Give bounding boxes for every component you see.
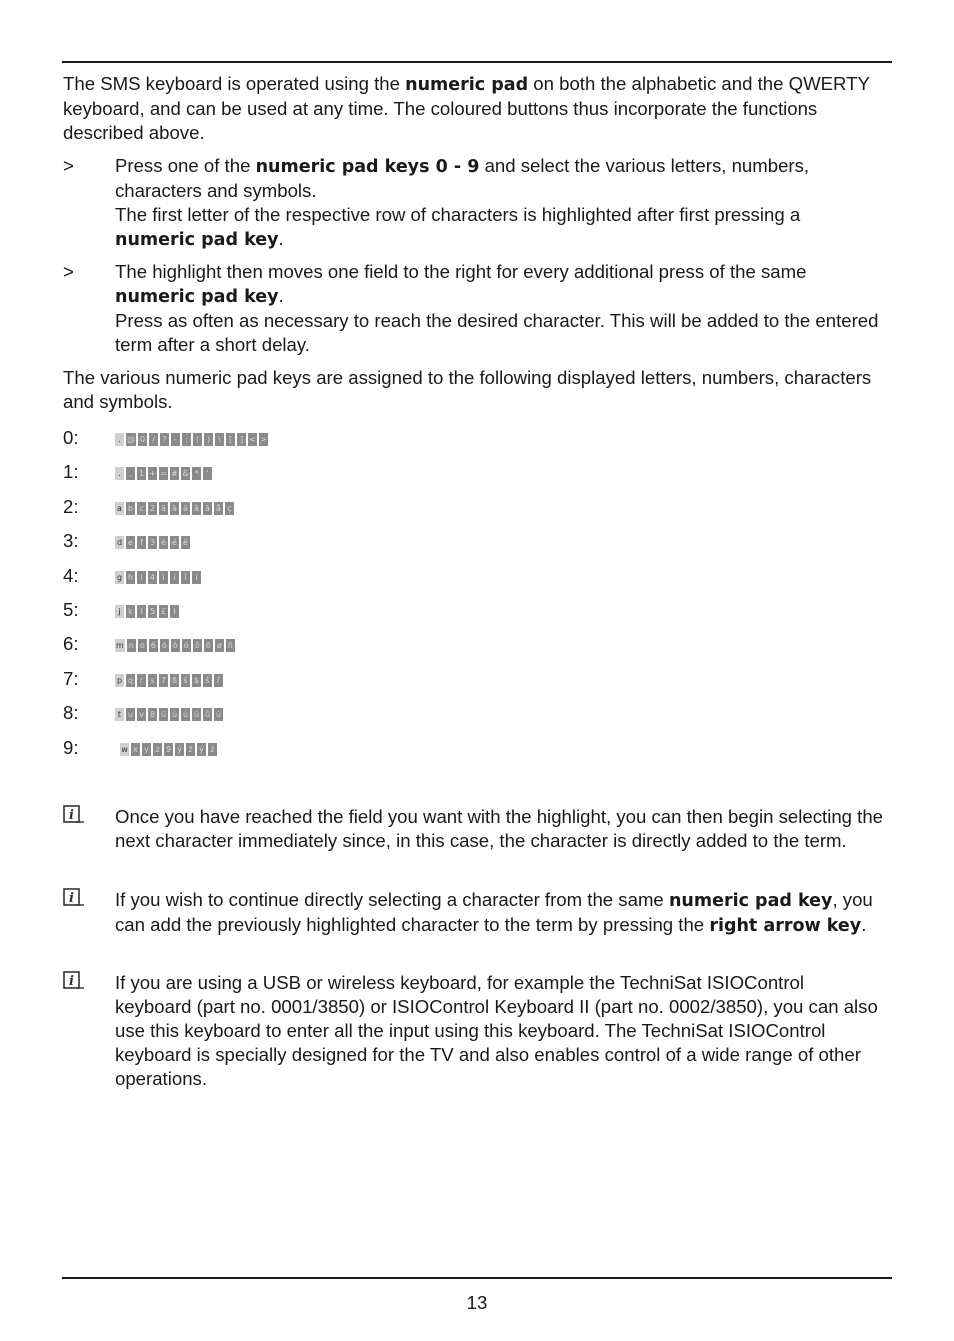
character-cell: , — [126, 467, 135, 480]
character-cell: ì — [159, 571, 168, 584]
character-cell: ê — [181, 536, 190, 549]
note-3: If you are using a USB or wireless keyboard, for example the TechniSat ISIOControl keyboard (part no. 0001/3850) or ISIOControl Keyboard II (part no. 0002/3850), you can also use this keyboard to enter all the input using this keyboard. The TechniSat ISIOControl keyboard is specially designed for the TV and also enables control of a wide range of other operations. — [115, 972, 878, 1089]
character-cell: $ — [193, 676, 200, 685]
character-strip — [115, 708, 223, 721]
character-cell: 7 — [160, 676, 167, 685]
character-cell: w — [121, 745, 128, 754]
character-cell: ü — [160, 710, 167, 719]
character-cell: g — [116, 573, 123, 582]
character-cell: [ — [226, 433, 235, 446]
character-cell: ó — [182, 639, 191, 652]
character-cell: ú — [215, 710, 222, 719]
character-cell: ž — [186, 743, 195, 756]
bottom-rule — [62, 1277, 892, 1279]
character-cell: å — [214, 502, 223, 515]
intro-text: The SMS keyboard is operated using the — [63, 73, 406, 94]
character-cell: j — [115, 605, 124, 618]
character-strip — [115, 433, 268, 446]
character-strip — [115, 605, 179, 618]
character-cell: û — [193, 710, 200, 719]
character-cell: b — [127, 504, 134, 513]
character-strip — [115, 536, 190, 549]
character-cell: 0 — [139, 435, 146, 444]
character-cell: e — [126, 536, 135, 549]
character-cell: ů — [204, 710, 211, 719]
key-label: 3: — [63, 530, 79, 551]
character-cell: ř — [214, 674, 223, 687]
key-label: 2: — [63, 496, 79, 517]
character-strip — [120, 743, 217, 756]
character-cell: x — [131, 743, 140, 756]
info-icon — [63, 971, 85, 991]
character-cell: ú — [182, 710, 189, 719]
character-cell: ý — [197, 743, 206, 756]
svg-text:i: i — [69, 891, 74, 906]
bullet-2 — [115, 260, 885, 357]
character-strip — [115, 571, 201, 584]
bullet-1 — [115, 154, 885, 252]
character-cell: s — [148, 674, 157, 687]
character-cell: k — [126, 605, 135, 618]
svg-text:i: i — [69, 808, 74, 823]
character-cell: d — [116, 538, 123, 547]
character-cell: é — [170, 536, 179, 549]
character-cell: â — [192, 502, 201, 515]
character-cell: = — [160, 469, 167, 478]
character-cell: f — [137, 536, 146, 549]
character-cell: ï — [192, 571, 201, 584]
character-cell: ô — [193, 639, 202, 652]
bullet-2-line2: Press as often as necessary to reach the desired character. This will be added to the entered term after a short delay. — [115, 310, 879, 355]
character-cell: 4 — [149, 573, 156, 582]
bullet-1-line1: Press one of the numeric pad keys 0 - 9 and select the various letters, numbers, characters and symbols. — [115, 155, 810, 201]
character-cell: m — [116, 641, 124, 650]
character-cell: ś — [181, 674, 190, 687]
character-cell: v — [137, 708, 146, 721]
key-label: 6: — [63, 633, 79, 654]
character-cell: * — [192, 467, 201, 480]
bullet-2-line1: The highlight then moves one field to the right for every additional press of the same numeric pad key. — [115, 261, 807, 307]
character-cell: @ — [127, 435, 135, 444]
character-cell: à — [170, 502, 179, 515]
character-cell: 9 — [165, 745, 172, 754]
character-cell: ] — [237, 433, 246, 446]
character-cell: ö — [160, 639, 169, 652]
character-cell: ø — [215, 639, 224, 652]
bullet-1-line2: The first letter of the respective row of characters is highlighted after first pressing a numeric pad key. — [115, 204, 801, 250]
character-cell: ) — [204, 433, 213, 446]
character-cell: 3 — [149, 538, 156, 547]
svg-text:i: i — [69, 974, 74, 989]
character-cell: l — [137, 605, 146, 618]
character-cell: ź — [208, 743, 217, 756]
character-cell: \ — [215, 433, 224, 446]
intro-bold: numeric pad — [405, 75, 529, 95]
key-label: 0: — [63, 427, 79, 448]
character-cell: u — [127, 710, 134, 719]
character-cell: i — [137, 571, 146, 584]
character-cell: ý — [175, 743, 184, 756]
character-cell: 5 — [149, 607, 156, 616]
character-cell: ã — [203, 502, 212, 515]
character-cell: o — [138, 639, 147, 652]
key-label: 1: — [63, 461, 79, 482]
character-strip — [115, 467, 212, 480]
character-cell: ç — [225, 502, 234, 515]
info-icon — [63, 888, 85, 908]
character-cell: ß — [171, 676, 178, 685]
character-cell: ' — [203, 467, 212, 480]
info-icon — [63, 805, 85, 825]
character-cell: õ — [204, 639, 213, 652]
bullet-marker: > — [63, 155, 74, 176]
character-cell: + — [149, 469, 156, 478]
character-cell: . — [115, 467, 124, 480]
character-cell: . — [115, 433, 124, 446]
key-label: 4: — [63, 565, 79, 586]
character-cell: £ — [160, 607, 167, 616]
character-cell: 1 — [138, 469, 145, 478]
character-cell: < — [249, 435, 256, 444]
character-cell: 8 — [149, 710, 156, 719]
character-cell: / — [149, 433, 158, 446]
character-cell: ñ — [227, 641, 233, 650]
character-cell: t — [115, 708, 124, 721]
intro-paragraph — [63, 72, 893, 145]
character-cell: ? — [160, 433, 169, 446]
top-rule — [62, 61, 892, 63]
character-cell: ä — [159, 502, 168, 515]
character-cell: 2 — [149, 504, 156, 513]
character-cell: 6 — [150, 641, 156, 650]
character-cell: : — [182, 433, 191, 446]
character-cell: ù — [171, 710, 178, 719]
character-cell: q — [127, 676, 134, 685]
character-cell: ( — [193, 433, 202, 446]
key-label: 5: — [63, 599, 79, 620]
character-strip — [115, 674, 223, 687]
character-cell: & — [182, 469, 189, 478]
character-cell: y — [142, 743, 151, 756]
bullet-marker: > — [63, 261, 74, 282]
character-cell: í — [170, 571, 179, 584]
intro-text-end: on both the alphabetic and the QWERTY keyboard, and can be used at any time. The coloured buttons thus incorporate the functions described above. — [63, 73, 870, 143]
assign-paragraph: The various numeric pad keys are assigned to the following displayed letters, numbers, characters and symbols. — [63, 367, 872, 412]
character-cell: š — [203, 674, 212, 687]
character-cell: z — [153, 743, 162, 756]
character-cell: > — [260, 435, 267, 444]
character-cell: a — [115, 502, 124, 515]
character-cell: p — [116, 676, 123, 685]
key-label: 8: — [63, 702, 79, 723]
character-cell: h — [127, 573, 134, 582]
note-1: Once you have reached the field you want with the highlight, you can then begin selecting the next character immediately since, in this case, the character is directly added to the term. — [115, 806, 884, 851]
character-cell: n — [128, 641, 134, 650]
note-2: If you wish to continue directly selecting a character from the same numeric pad key, you can add the previously highlighted character to the term by pressing the right arrow key. — [115, 889, 873, 936]
key-label: 7: — [63, 668, 79, 689]
key-label: 9: — [63, 737, 79, 758]
character-cell: ł — [170, 605, 179, 618]
character-strip — [115, 639, 235, 652]
character-cell: # — [171, 469, 178, 478]
character-cell: - — [171, 433, 180, 446]
character-cell: ò — [171, 639, 180, 652]
character-cell: r — [137, 674, 146, 687]
character-cell: c — [137, 502, 146, 515]
character-cell: è — [159, 536, 168, 549]
character-cell: á — [181, 502, 190, 515]
page-number: 13 — [466, 1292, 488, 1313]
character-cell: î — [181, 571, 190, 584]
character-strip — [115, 502, 234, 515]
